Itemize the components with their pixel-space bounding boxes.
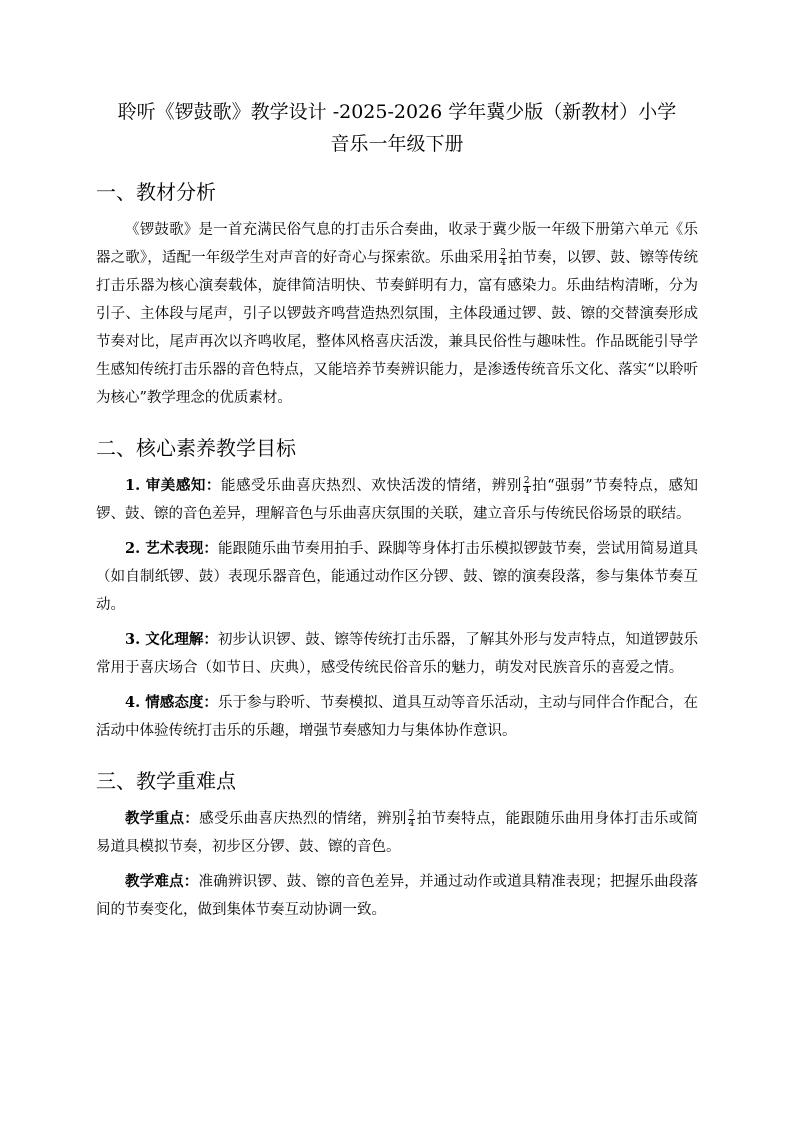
goal-text: 能跟随乐曲节奏用拍手、跺脚等身体打击乐模拟锣鼓节奏，尝试用简易道具（如自制纸锣、鼓）表现乐器音色，能通过动作区分锣、鼓、镲的演奏段落，参与集体节奏互动。 (96, 541, 699, 613)
section-paragraph (96, 216, 698, 412)
goal-label: 2. 艺术表现： (125, 540, 218, 557)
document-title (96, 96, 698, 160)
time-signature-denominator: 4 (408, 818, 415, 829)
time-signature-numerator: 2 (500, 247, 506, 258)
section-material-analysis (96, 178, 698, 412)
goal-text: 乐于参与聆听、节奏模拟、道具互动等音乐活动，主动与同伴合作配合，在活动中体验传统打击乐的乐趣，增强节奏感知力与集体协作意识。 (96, 695, 699, 739)
goal-item (96, 626, 698, 682)
goal-text: 初步认识锣、鼓、镲等传统打击乐器，了解其外形与发声特点，知道锣鼓乐常用于喜庆场合（如节日、庆典），感受传统民俗音乐的魅力，萌发对民族音乐的喜爱之情。 (96, 632, 699, 676)
key-point-text: 感受乐曲喜庆热烈的情绪，辨别 (199, 811, 407, 827)
time-signature-numerator: 2 (408, 808, 415, 819)
goal-item (96, 472, 698, 528)
paragraph-text: 《锣鼓歌》是一首充满民俗气息的打击乐合奏曲，收录于冀少版一年级下册第六单元《乐器之歌》，适配一年级学生对声音的好奇心与探索欲。乐曲采用 (96, 222, 698, 266)
section-heading: 三、教学重难点 (96, 769, 236, 793)
time-signature (523, 477, 531, 496)
goal-item (96, 535, 698, 619)
goal-label: 4. 情感态度： (125, 694, 218, 711)
difficult-point-label: 教学难点： (125, 873, 199, 890)
time-signature (408, 810, 416, 829)
time-signature (499, 249, 507, 268)
section-heading: 二、核心素养教学目标 (96, 436, 296, 460)
document-page (96, 96, 698, 946)
key-point-text: 拍节奏特点，能跟随乐曲用身体打击乐或简易道具模拟节奏，初步区分锣、鼓、镲的音色。 (96, 811, 699, 855)
title-line-2: 音乐一年级下册 (330, 133, 464, 155)
time-signature-denominator: 4 (523, 485, 530, 496)
section-core-goals (96, 434, 698, 745)
time-signature-denominator: 4 (500, 257, 506, 268)
goal-label: 3. 文化理解： (125, 631, 218, 648)
key-point-label: 教学重点： (125, 810, 200, 827)
difficult-point (96, 868, 698, 924)
goal-item (96, 689, 698, 745)
title-line-1: 聆听《锣鼓歌》教学设计 -2025-2026 学年冀少版（新教材）小学 (117, 101, 677, 123)
section-key-difficult (96, 767, 698, 924)
goal-text: 能感受乐曲喜庆热烈、欢快活泼的情绪，辨别 (220, 478, 522, 494)
section-heading: 一、教材分析 (96, 180, 216, 204)
goal-text: 拍“强弱”节奏特点，感知锣、鼓、镲的音色差异，理解音色与乐曲喜庆氛围的关联，建立音乐与传统民俗场景的联结。 (96, 478, 699, 522)
difficult-point-text: 准确辨识锣、鼓、镲的音色差异，并通过动作或道具精准表现；把握乐曲段落间的节奏变化，做到集体节奏互动协调一致。 (96, 874, 699, 918)
time-signature-numerator: 2 (523, 475, 530, 486)
paragraph-text: 拍节奏，以锣、鼓、镲等传统打击乐器为核心演奏载体，旋律简洁明快、节奏鲜明有力，富有感染力。乐曲结构清晰，分为引子、主体段与尾声，引子以锣鼓齐鸣营造热烈氛围，主体段通过锣、鼓、镲的交替演奏形成节奏对比，尾声再次以齐鸣收尾，整体风格喜庆活泼，兼具民俗性与趣味性。作品既能引导学生感知传统打击乐器的音色特点，又能培养节奏辨识能力，是渗透传统音乐文化、落实“以聆听为核心”教学理念的优质素材。 (96, 250, 699, 406)
goal-label: 1. 审美感知： (125, 477, 221, 494)
key-point (96, 805, 698, 861)
